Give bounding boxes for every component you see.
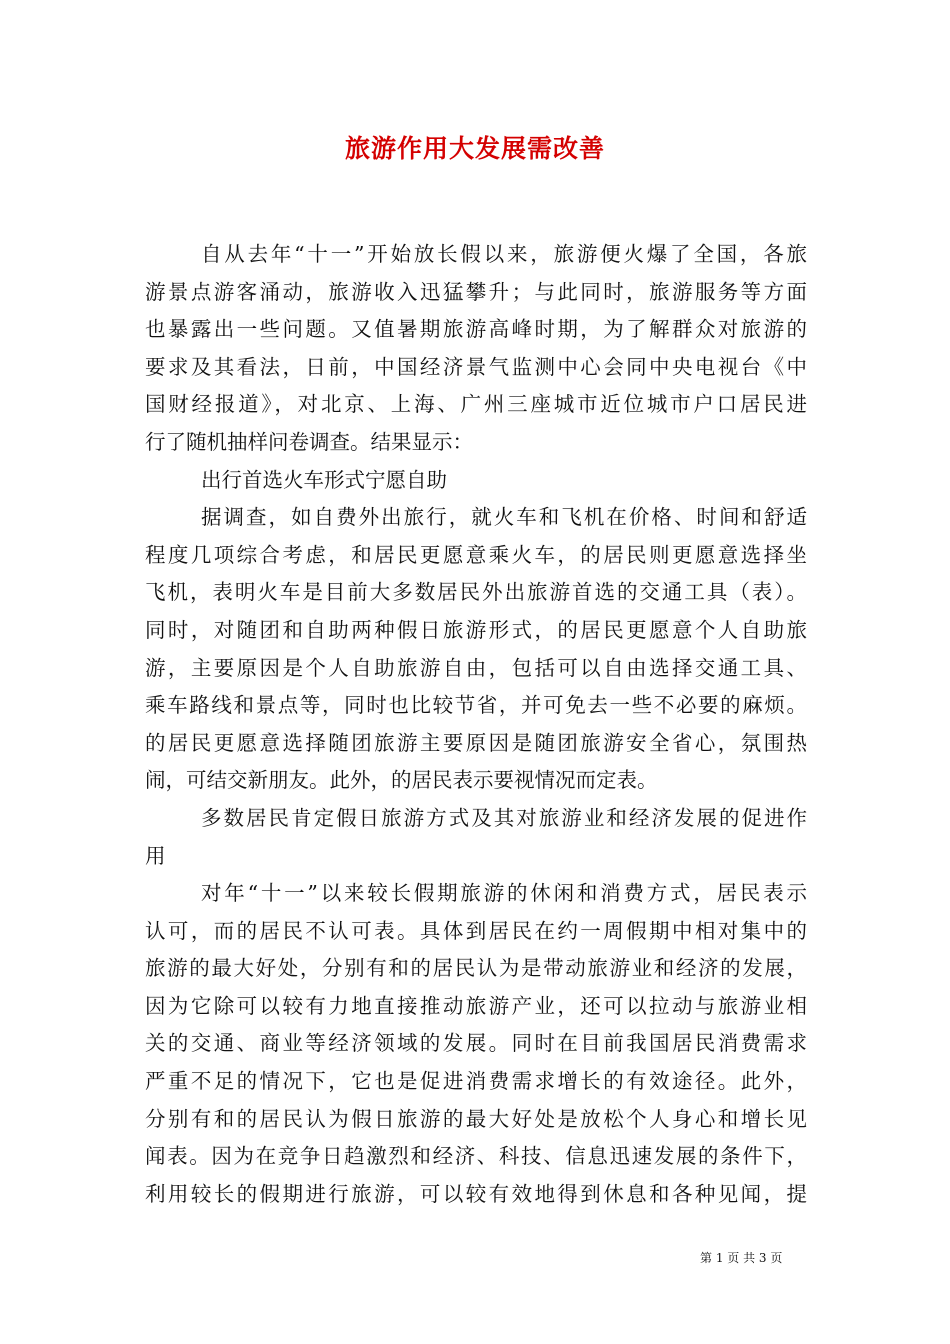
text-line: 利用较长的假期进行旅游，可以较有效地得到休息和各种见闻，提 (145, 1181, 807, 1206)
text-line: 严重不足的情况下，它也是促进消费需求增长的有效途径。此外， (145, 1069, 807, 1094)
text-line: 游景点游客涌动，旅游收入迅猛攀升；与此同时，旅游服务等方面 (145, 279, 807, 304)
text-line: 分别有和的居民认为假日旅游的最大好处是放松个人身心和增长见 (145, 1106, 807, 1131)
text-line: 同时，对随团和自助两种假日旅游形式，的居民更愿意个人自助旅 (145, 617, 807, 642)
text-line: 乘车路线和景点等，同时也比较节省，并可免去一些不必要的麻烦。 (145, 693, 807, 718)
text-line: 据调查，如自费外出旅行，就火车和飞机在价格、时间和舒适 (201, 505, 807, 530)
text-line: 自从去年“十一”开始放长假以来，旅游便火爆了全国，各旅 (201, 242, 807, 266)
text-line: 的居民更愿意选择随团旅游主要原因是随团旅游安全省心，氛围热 (145, 730, 807, 755)
section-heading: 出行首选火车形式宁愿自助 (201, 467, 447, 492)
text-line: 要求及其看法，日前，中国经济景气监测中心会同中央电视台《中 (145, 354, 807, 379)
text-line: 关的交通、商业等经济领域的发展。同时在目前我国居民消费需求 (145, 1031, 807, 1056)
section-heading: 用 (145, 843, 166, 868)
text-line: 闻表。因为在竞争日趋激烈和经济、科技、信息迅速发展的条件下， (145, 1144, 807, 1169)
text-line: 对年“十一”以来较长假期旅游的休闲和消费方式，居民表示 (201, 881, 807, 906)
document-body (145, 236, 807, 1213)
text-line: 闹，可结交新朋友。此外，的居民表示要视情况而定表。 (145, 768, 658, 793)
text-line: 行了随机抽样问卷调查。结果显示： (145, 429, 473, 454)
text-line: 游，主要原因是个人自助旅游自由，包括可以自由选择交通工具、 (145, 655, 807, 680)
text-line: 认可，而的居民不认可表。具体到居民在约一周假期中相对集中的 (145, 918, 807, 943)
section-heading: 多数居民肯定假日旅游方式及其对旅游业和经济发展的促进作 (201, 805, 807, 830)
page-number: 第 1 页 共 3 页 (700, 1251, 783, 1265)
text-line: 飞机，表明火车是目前大多数居民外出旅游首选的交通工具（表）。 (145, 580, 807, 605)
page-title: 旅游作用大发展需改善 (344, 134, 605, 163)
text-line: 因为它除可以较有力地直接推动旅游产业，还可以拉动与旅游业相 (145, 993, 807, 1018)
text-line: 旅游的最大好处，分别有和的居民认为是带动旅游业和经济的发展， (145, 956, 807, 981)
text-line: 程度几项综合考虑，和居民更愿意乘火车，的居民则更愿意选择坐 (145, 542, 807, 567)
text-line: 也暴露出一些问题。又值暑期旅游高峰时期，为了解群众对旅游的 (145, 317, 807, 342)
text-line: 国财经报道》，对北京、上海、广州三座城市近位城市户口居民进 (145, 392, 807, 417)
